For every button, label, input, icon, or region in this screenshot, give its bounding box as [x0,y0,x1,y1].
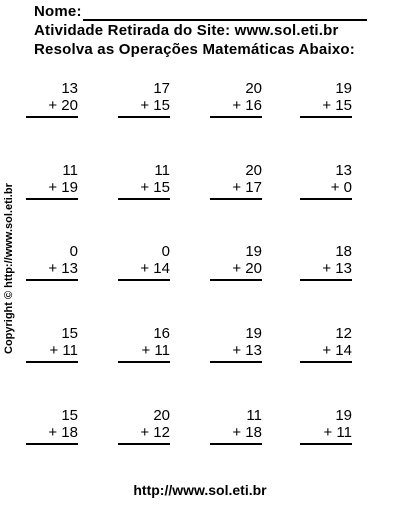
problem-answer-line [210,116,262,118]
addition-problem [300,162,352,200]
problem-bottom-operand: + 15 [140,179,170,196]
side-copyright: Copyright © http://www.sol.eti.br [3,183,15,354]
problem-answer-line [118,361,170,363]
worksheet-header [34,2,367,59]
addition-problem [210,325,262,363]
problem-top-number: 15 [61,325,78,342]
problem-bottom-operand: + 15 [140,97,170,114]
addition-problem [210,243,262,281]
name-line [34,2,367,21]
problem-answer-line [118,116,170,118]
addition-problem [118,325,170,363]
problem-bottom-operand: + 13 [48,260,78,277]
problem-answer-line [26,443,78,445]
problem-top-number: 16 [153,325,170,342]
problem-bottom-operand: + 20 [232,260,262,277]
problem-top-number: 11 [154,162,170,179]
instructions-text: Resolva as Operações Matemáticas Abaixo: [34,41,355,58]
problem-top-number: 19 [245,243,262,260]
name-label: Nome: [34,3,82,20]
problem-answer-line [300,443,352,445]
problem-top-number: 0 [161,243,170,260]
problem-answer-line [26,361,78,363]
problem-bottom-operand: + 19 [48,179,78,196]
addition-problem [300,325,352,363]
addition-problem [300,407,352,445]
problem-top-number: 19 [245,325,262,342]
problem-answer-line [210,279,262,281]
problem-answer-line [26,279,78,281]
addition-problem [210,162,262,200]
problem-answer-line [210,443,262,445]
problem-bottom-operand: + 11 [49,342,78,359]
problem-bottom-operand: + 11 [141,342,170,359]
problem-answer-line [300,116,352,118]
problem-answer-line [300,279,352,281]
addition-problem [210,407,262,445]
problem-top-number: 11 [62,162,78,179]
problem-bottom-operand: + 18 [232,424,262,441]
problem-bottom-operand: + 13 [232,342,262,359]
problem-bottom-operand: + 12 [140,424,170,441]
problem-answer-line [118,198,170,200]
addition-problem [26,407,78,445]
addition-problem [118,80,170,118]
problem-top-number: 11 [246,407,262,424]
addition-problem [300,80,352,118]
problem-top-number: 20 [153,407,170,424]
addition-problem [118,243,170,281]
name-answer-line [83,5,367,21]
problem-bottom-operand: + 0 [330,179,352,196]
problem-top-number: 18 [335,243,352,260]
problem-top-number: 12 [335,325,352,342]
problem-answer-line [210,361,262,363]
addition-problem [26,162,78,200]
problem-top-number: 20 [245,162,262,179]
problem-answer-line [118,279,170,281]
problem-top-number: 19 [335,80,352,97]
problem-answer-line [26,198,78,200]
problem-bottom-operand: + 14 [140,260,170,277]
activity-source-text: Atividade Retirada do Site: www.sol.eti.br [34,22,339,39]
problem-answer-line [26,116,78,118]
problem-bottom-operand: + 20 [48,97,78,114]
problem-bottom-operand: + 14 [322,342,352,359]
problem-top-number: 19 [335,407,352,424]
problem-answer-line [210,198,262,200]
problem-bottom-operand: + 17 [232,179,262,196]
addition-problem [26,325,78,363]
footer-url: http://www.sol.eti.br [133,482,267,498]
problem-answer-line [300,198,352,200]
problem-answer-line [300,361,352,363]
addition-problem [118,407,170,445]
problem-answer-line [118,443,170,445]
problem-top-number: 13 [61,80,78,97]
problem-top-number: 0 [69,243,78,260]
problem-top-number: 20 [245,80,262,97]
addition-problem [210,80,262,118]
problem-bottom-operand: + 13 [322,260,352,277]
addition-problem [300,243,352,281]
problem-top-number: 13 [335,162,352,179]
problem-bottom-operand: + 16 [232,97,262,114]
problem-bottom-operand: + 11 [323,424,352,441]
problem-bottom-operand: + 15 [322,97,352,114]
problem-top-number: 17 [153,80,170,97]
problem-bottom-operand: + 18 [48,424,78,441]
addition-problem [26,243,78,281]
problem-top-number: 15 [61,407,78,424]
addition-problem [118,162,170,200]
addition-problem [26,80,78,118]
